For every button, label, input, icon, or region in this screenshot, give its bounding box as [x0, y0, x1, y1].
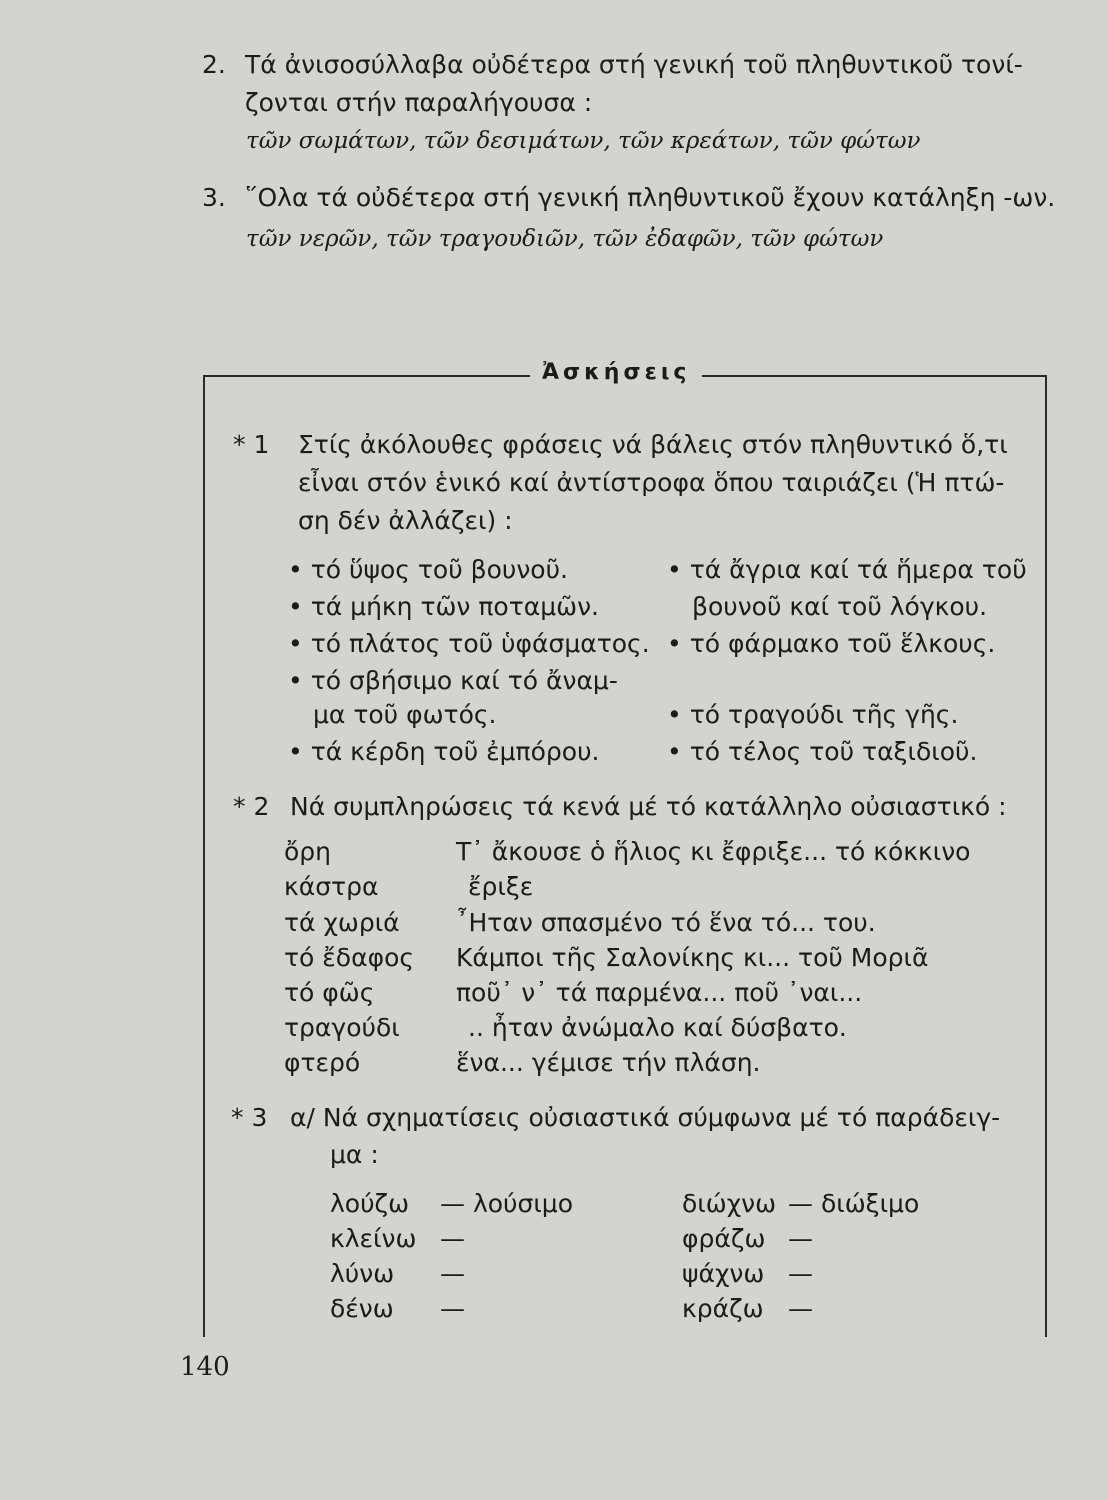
ex3-result: — λούσιμο	[440, 1189, 574, 1218]
ex2-poem-line: ἔριξε	[468, 872, 534, 901]
ex2-word: τραγούδι	[284, 1013, 400, 1042]
ex2-word: τά χωριά	[284, 908, 400, 937]
ex2-word: κάστρα	[284, 872, 379, 901]
ex2-poem-line: ῏Ηταν σπασμένο τό ἕνα τό... του.	[456, 908, 876, 937]
ex3-result: —	[788, 1294, 813, 1323]
ex1-phrase: • τά μήκη τῶν ποταμῶν.	[288, 592, 599, 621]
ex1-phrase-continued: βουνοῦ καί τοῦ λόγκου.	[692, 592, 988, 621]
ex2-word: τό φῶς	[284, 978, 375, 1007]
ex1-line-3: ση δέν ἀλλάζει) :	[298, 506, 513, 535]
ex3-result: —	[440, 1294, 465, 1323]
ex2-poem-line: Κάμποι τῆς Σαλονίκης κι... τοῦ Μοριᾶ	[456, 943, 929, 972]
ex1-phrase: • τό ὕψος τοῦ βουνοῦ.	[288, 555, 569, 584]
ex3-result: —	[440, 1259, 465, 1288]
ex3-result: — διώξιμο	[788, 1189, 920, 1218]
rule-3-line-1: ῞Ολα τά οὐδέτερα στή γενική πληθυντικοῦ ἔχουν κατάληξη -ων.	[245, 183, 1056, 212]
ex3-number: * 3	[231, 1103, 268, 1132]
rule-2-example: τῶν σωμάτων, τῶν δεσιμάτων, τῶν κρεάτων, τῶν φώτων	[246, 128, 921, 154]
rule-2-line-1: Τά ἀνισοσύλλαβα οὐδέτερα στή γενική τοῦ πληθυντικοῦ τονί-	[245, 50, 1023, 79]
ex3-line-1: α/ Νά σχηματίσεις οὐσιαστικά σύμφωνα μέ τό παράδειγ-	[290, 1103, 1001, 1132]
page-number: 140	[180, 1352, 230, 1382]
ex1-phrase: • τό τέλος τοῦ ταξιδιοῦ.	[667, 737, 978, 766]
ex3-verb: δένω	[330, 1294, 394, 1323]
ex3-verb: διώχνω	[682, 1189, 777, 1218]
ex1-phrase: • τό σβήσιμο καί τό ἄναμ-	[288, 666, 618, 695]
ex3-verb: λούζω	[330, 1189, 410, 1218]
ex2-instruction: Νά συμπληρώσεις τά κενά μέ τό κατάλληλο οὐσιαστικό :	[290, 792, 1007, 821]
rule-2-number: 2.	[202, 50, 226, 79]
ex3-line-2: μα :	[330, 1140, 379, 1169]
ex3-result: —	[440, 1224, 465, 1253]
ex2-poem-line: .. ἦταν ἀνώμαλο καί δύσβατο.	[468, 1013, 847, 1042]
ex2-poem-line: ἕνα... γέμισε τήν πλάση.	[456, 1048, 761, 1077]
ex2-poem-line: Τ᾽ ἄκουσε ὁ ἥλιος κι ἔφριξε... τό κόκκινο	[456, 837, 971, 866]
rule-2-line-2: ζονται στήν παραλήγουσα :	[245, 88, 593, 117]
ex1-phrase: • τό φάρμακο τοῦ ἕλκους.	[667, 629, 996, 658]
ex1-phrase: • τά κέρδη τοῦ ἐμπόρου.	[288, 737, 600, 766]
ex3-verb: ψάχνω	[682, 1259, 765, 1288]
ex3-verb: λύνω	[330, 1259, 395, 1288]
ex1-phrase: • τό πλάτος τοῦ ὑφάσματος.	[288, 629, 650, 658]
ex1-number: * 1	[233, 430, 270, 459]
ex2-word: φτερό	[284, 1048, 361, 1077]
ex3-result: —	[788, 1259, 813, 1288]
ex2-word: ὄρη	[284, 837, 332, 866]
ex1-phrase-continued: μα τοῦ φωτός.	[313, 700, 497, 729]
ex2-number: * 2	[233, 792, 270, 821]
ex3-verb: κλείνω	[330, 1224, 417, 1253]
rule-3-example: τῶν νερῶν, τῶν τραγουδιῶν, τῶν ἐδαφῶν, τῶν φώτων	[246, 226, 884, 252]
ex2-poem-line: ποῦ᾽ ν᾽ τά παρμένα... ποῦ ᾽ναι...	[456, 978, 863, 1007]
rule-3-number: 3.	[202, 183, 226, 212]
ex2-word: τό ἔδαφος	[284, 943, 415, 972]
ex1-line-1: Στίς ἀκόλουθες φράσεις νά βάλεις στόν πληθυντικό ὅ,τι	[298, 430, 1008, 459]
ex1-phrase: • τά ἄγρια καί τά ἥμερα τοῦ	[667, 555, 1027, 584]
ex3-verb: κράζω	[682, 1294, 764, 1323]
ex3-verb: φράζω	[682, 1224, 766, 1253]
exercises-title: Ἀσκήσεις	[530, 360, 702, 385]
ex3-result: —	[788, 1224, 813, 1253]
ex1-phrase: • τό τραγούδι τῆς γῆς.	[667, 700, 959, 729]
ex1-line-2: εἶναι στόν ἑνικό καί ἀντίστροφα ὅπου ταιριάζει (Ἡ πτώ-	[298, 468, 1005, 497]
